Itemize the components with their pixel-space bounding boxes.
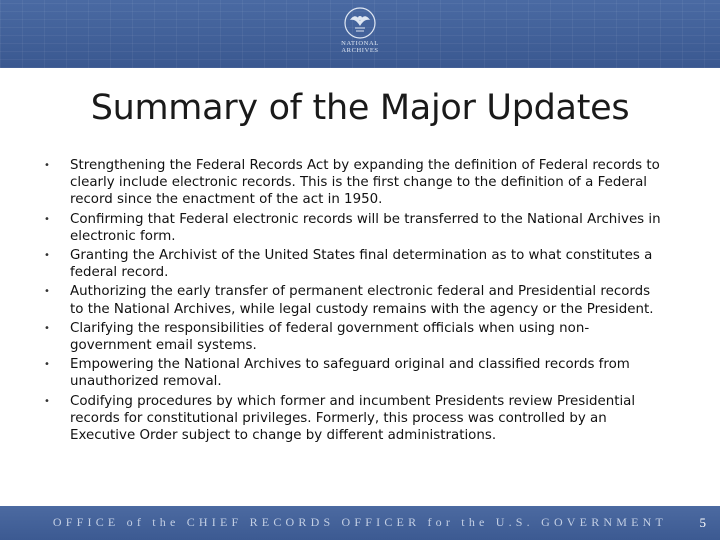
bullet-item [44, 157, 664, 209]
bullet-text: Empowering the National Archives to safeguard original and classified records from unauthorized removal. [70, 357, 630, 390]
bullet-dot: • [44, 160, 50, 171]
bullet-dot: • [44, 322, 50, 334]
bullet-item [44, 356, 664, 390]
footer-office-text: OFFICE of the CHIEF RECORDS OFFICER for the U.S. GOVERNMENT [52, 515, 668, 529]
bullet-text: Authorizing the early transfer of permanent electronic federal and Presidential records to the National Archives, while legal custody remains with the agency or the President. [70, 284, 654, 317]
bullet-item [44, 320, 664, 354]
bullet-dot: • [44, 250, 50, 262]
bullet-dot: • [44, 213, 50, 225]
bullet-text: Confirming that Federal electronic records will be transferred to the National Archives in electronic form. [70, 211, 661, 244]
bullet-text: Codifying procedures by which former and incumbent Presidents review Presidential records for constitutional privileges. Formerly, this process was controlled by an Executive Order subject to change by different administrations. [70, 393, 636, 444]
bullet-item [44, 247, 664, 281]
bullet-item [44, 283, 664, 317]
logo-text-line2: ARCHIVES [341, 47, 379, 54]
bullet-dot: • [44, 286, 50, 298]
bullet-text: Clarifying the responsibilities of federal government officials when using non-government email systems. [70, 320, 590, 354]
header-banner [0, 0, 720, 68]
bullet-text: Granting the Archivist of the United States final determination as to what constitutes a federal record. [70, 248, 653, 281]
footer-bar [0, 506, 720, 540]
bullet-dot: • [44, 395, 50, 407]
page-number: 5 [699, 515, 706, 530]
slide-title: Summary of the Major Updates [90, 88, 630, 128]
bullet-list [44, 157, 664, 446]
bullet-item [44, 393, 664, 445]
logo-text-line1: NATIONAL [341, 40, 379, 47]
bullet-text: Strengthening the Federal Records Act by expanding the definition of Federal records to clearly include electronic records. This is the first change to the definition of a Federal record since the enactment of the act in 1950. [70, 158, 660, 208]
eagle-emblem-icon [343, 6, 377, 40]
bullet-dot: • [44, 359, 50, 371]
bullet-item [44, 211, 664, 245]
national-archives-logo [328, 6, 392, 64]
